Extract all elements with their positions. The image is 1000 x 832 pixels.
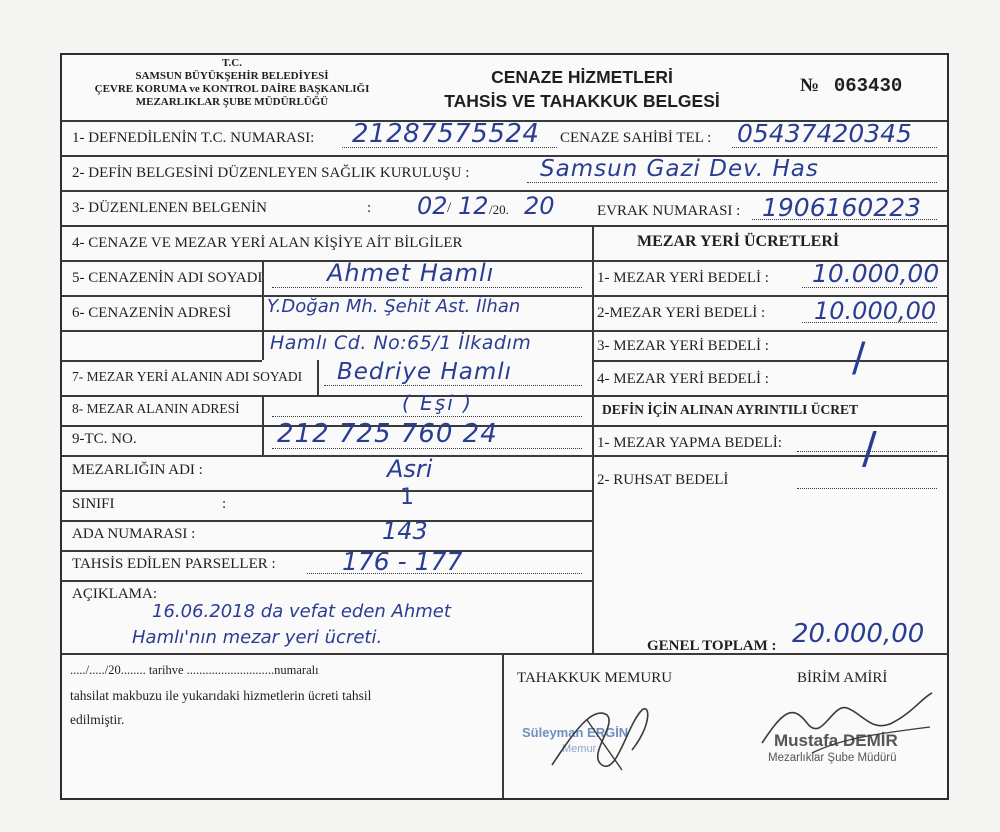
fee-2-label: 2-MEZAR YERİ BEDELİ : <box>597 305 766 321</box>
rule-row-9 <box>62 455 947 457</box>
rule-row-3 <box>62 225 947 227</box>
deceased-name-label: 5- CENAZENİN ADI SOYADI <box>72 270 263 286</box>
grave-owner-address-label: 8- MEZAR ALANIN ADRESİ <box>72 401 240 416</box>
accrual-officer-label: TAHAKKUK MEMURU <box>517 670 673 686</box>
grave-owner-id-value: 212 725 760 24 <box>277 419 498 449</box>
vertical-divider-row6 <box>262 295 264 360</box>
document-date-year: 20 <box>524 192 555 220</box>
number-sign: № <box>800 75 820 96</box>
deceased-name-value: Ahmet Hamlı <box>327 259 495 287</box>
org-line-2: SAMSUN BÜYÜKŞEHİR BELEDİYESİ <box>135 70 329 82</box>
fee-1-label: 1- MEZAR YERİ BEDELİ : <box>597 270 769 286</box>
chief-stamp-name: Mustafa DEMİR <box>774 731 898 750</box>
fee-3-label: 3- MEZAR YERİ BEDELİ : <box>597 338 769 354</box>
title-line-1: CENAZE HİZMETLERİ <box>491 67 673 87</box>
document-date-label: 3- DÜZENLENEN BELGENİN <box>72 200 267 216</box>
deceased-address-label: 6- CENAZENİN ADRESİ <box>72 305 232 321</box>
description-label: AÇIKLAMA: <box>72 586 157 602</box>
rule-row-6-right <box>592 360 947 362</box>
officer-stamp-name: Süleyman ERGİN <box>522 725 629 740</box>
org-line-4: MEZARLIKLAR ŞUBE MÜDÜRLÜĞÜ <box>135 96 329 108</box>
grave-owner-name-line <box>324 385 582 386</box>
chief-signature <box>752 683 942 773</box>
receipt-text-line-2: tahsilat makbuzu ile yukarıdaki hizmetlerin ücreti tahsil <box>70 688 372 703</box>
description-line-1: 16.06.2018 da vefat eden Ahmet <box>152 601 451 622</box>
section-4-heading: 4- CENAZE VE MEZAR YERİ ALAN KİŞİYE AİT BİLGİLER <box>72 235 463 251</box>
cemetery-name-label: MEZARLIĞIN ADI : <box>72 462 203 478</box>
document-date-month: 12 <box>458 192 489 220</box>
document-number-value: 063430 <box>833 75 903 97</box>
grave-owner-id-label: 9-TC. NO. <box>72 431 137 447</box>
health-institution-line <box>527 182 937 183</box>
deceased-address-line-1: Y.Doğan Mh. Şehit Ast. İlhan <box>267 296 521 317</box>
parcels-label: TAHSİS EDİLEN PARSELLER : <box>72 556 276 572</box>
rule-row-2 <box>62 190 947 192</box>
burial-fee-2-label: 2- RUHSAT BEDELİ <box>597 472 729 488</box>
vertical-divider-row8-9 <box>262 395 264 455</box>
rule-row-7 <box>62 395 947 397</box>
rule-parcels <box>62 580 592 582</box>
document-date-colon: : <box>367 200 372 216</box>
class-label: SINIFI <box>72 496 115 512</box>
document-date-day: 02 <box>417 192 448 220</box>
grave-owner-name-value: Bedriye Hamlı <box>337 359 513 385</box>
document-number <box>800 75 902 97</box>
rule-class <box>62 520 592 522</box>
fee-2-value: 10.000,00 <box>814 297 937 325</box>
class-colon: : <box>222 496 227 512</box>
burial-fee-2-line <box>797 488 937 489</box>
grave-owner-relation: ( Eşi ) <box>402 391 473 415</box>
health-institution-value: Samsun Gazi Dev. Has <box>540 156 819 182</box>
burial-allocation-form <box>60 53 949 800</box>
vertical-divider-footer <box>502 653 504 798</box>
officer-stamp-title: Memur <box>562 743 597 755</box>
title-line-2: TAHSİS VE TAHAKKUK BELGESİ <box>444 91 720 111</box>
org-line-1: T.C. <box>222 57 242 69</box>
chief-stamp-title: Mezarlıklar Şube Müdürü <box>768 752 897 764</box>
issuing-organization <box>72 57 392 109</box>
block-number-value: 143 <box>382 517 428 545</box>
receipt-text-line-3: edilmiştir. <box>70 712 125 727</box>
health-institution-label: 2- DEFİN BELGESİNİ DÜZENLEYEN SAĞLIK KURULUŞU : <box>72 165 470 181</box>
block-number-label: ADA NUMARASI : <box>72 526 196 542</box>
grand-total-label: GENEL TOPLAM : <box>647 638 777 654</box>
rule-row-8 <box>62 425 947 427</box>
file-number-value: 1906160223 <box>762 193 922 222</box>
fees-heading: MEZAR YERİ ÜCRETLERİ <box>637 233 840 250</box>
cemetery-name-value: Asri <box>387 455 433 483</box>
date-separator: / <box>447 200 452 216</box>
grand-total-value: 20.000,00 <box>792 619 925 649</box>
grave-owner-address-line <box>272 416 582 417</box>
burial-fee-1-value: / <box>862 423 877 474</box>
grand-total-line <box>787 653 937 654</box>
document-title <box>432 65 732 113</box>
officer-signature <box>532 695 672 780</box>
deceased-address-line-2: Hamlı Cd. No:65/1 İlkadım <box>270 332 532 354</box>
parcels-value: 176 - 177 <box>342 547 463 576</box>
vertical-divider-row7 <box>317 360 319 395</box>
owner-phone-value: 05437420345 <box>737 119 912 148</box>
grave-owner-name-label: 7- MEZAR YERİ ALANIN ADI SOYADI <box>72 369 303 384</box>
rule-cemetery <box>62 490 592 492</box>
rule-block <box>62 550 592 552</box>
file-number-label: EVRAK NUMARASI : <box>597 203 741 219</box>
fee-3-value: / <box>852 335 866 381</box>
receipt-date-line: ...../...../20........ tarihve ............................numaralı <box>70 663 319 677</box>
org-line-3: ÇEVRE KORUMA ve KONTROL DAİRE BAŞKANLIĞI <box>94 83 370 95</box>
burial-fee-1-label: 1- MEZAR YAPMA BEDELİ: <box>597 435 782 451</box>
deceased-name-line <box>272 287 582 288</box>
fee-1-value: 10.000,00 <box>812 259 940 288</box>
owner-phone-label: CENAZE SAHİBİ TEL : <box>560 130 712 146</box>
rule-row-6-left <box>62 360 262 362</box>
unit-chief-label: BİRİM AMİRİ <box>797 670 888 686</box>
burial-fees-heading: DEFİN İÇİN ALINAN AYRINTILI ÜCRET <box>602 402 859 417</box>
vertical-divider-main <box>592 225 594 653</box>
fee-4-label: 4- MEZAR YERİ BEDELİ : <box>597 371 769 387</box>
class-value: 1 <box>400 485 414 510</box>
deceased-id-label: 1- DEFNEDİLENİN T.C. NUMARASI: <box>72 130 315 146</box>
document-date-year-prefix: /20. <box>489 202 509 217</box>
deceased-id-value: 21287575524 <box>352 119 540 149</box>
description-line-2: Hamlı'nın mezar yeri ücreti. <box>132 627 383 648</box>
